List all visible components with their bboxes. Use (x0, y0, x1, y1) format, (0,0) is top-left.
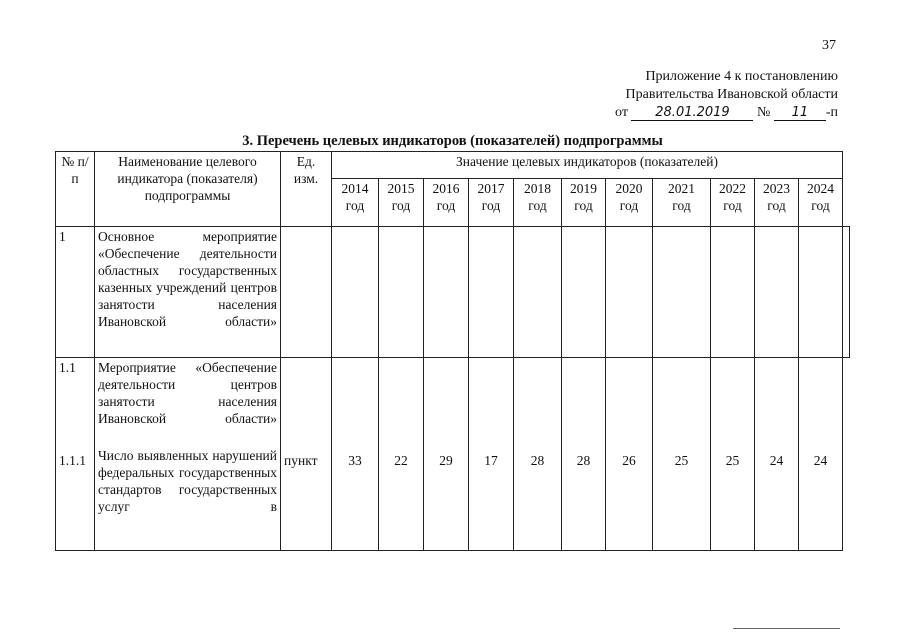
year-header: 2017 год (469, 179, 514, 227)
year-header: 2014 год (332, 179, 379, 227)
year-header: 2020 год (606, 179, 653, 227)
value-cell: 33 (332, 358, 379, 551)
year-header: 2021 год (653, 179, 711, 227)
value-cell: 22 (379, 358, 424, 551)
indicators-table (55, 151, 850, 551)
value-cell: 25 (653, 358, 711, 551)
header-line-3 (615, 104, 838, 122)
header-from-label: от (615, 105, 628, 120)
year-header: 2022 год (711, 179, 755, 227)
year-header: 2024 год (799, 179, 843, 227)
table-row (56, 227, 850, 358)
indicator-number: 1.1.1 (59, 453, 86, 468)
footer-rule (733, 628, 840, 629)
header-values: Значение целевых индикаторов (показателей) (332, 152, 843, 179)
document-number: 11 (774, 106, 826, 121)
value-cell: 29 (424, 358, 469, 551)
section-title: 3. Перечень целевых индикаторов (показателей) подпрограммы (242, 133, 663, 149)
indicator-name: Число выявленных нарушений федеральных государственных стандартов государственных услуг в (98, 448, 277, 514)
header-line-1: Приложение 4 к постановлению (645, 69, 838, 84)
value-cell: 26 (606, 358, 653, 551)
number-sign: № (756, 105, 771, 120)
header-line-2: Правительства Ивановской области (625, 87, 838, 102)
header-num: № п/п (56, 152, 95, 227)
row-name (95, 358, 281, 551)
header-name: Наименование целевого индикатора (показателя) подпрограммы (95, 152, 281, 227)
row-number (56, 358, 95, 551)
unit-cell: пункт (281, 358, 332, 551)
table-row (56, 358, 850, 551)
value-cell: 28 (514, 358, 562, 551)
year-header: 2023 год (755, 179, 799, 227)
subrow-number: 1.1 (59, 360, 76, 375)
value-cell: 28 (562, 358, 606, 551)
value-cell: 24 (755, 358, 799, 551)
year-header: 2015 год (379, 179, 424, 227)
row-name: Основное мероприятие «Обеспечение деятельности областных государственных казенных учреждений центров занятости населения Ивановской области» (95, 227, 281, 358)
year-header: 2016 год (424, 179, 469, 227)
value-cell: 17 (469, 358, 514, 551)
header-unit: Ед. изм. (281, 152, 332, 227)
page-number: 37 (822, 38, 836, 53)
value-cell: 25 (711, 358, 755, 551)
number-suffix: -п (825, 105, 838, 120)
subrow-name: Мероприятие «Обеспечение деятельности центров занятости населения Ивановской области» (98, 360, 277, 426)
value-cell: 24 (799, 358, 843, 551)
row-number: 1 (56, 227, 95, 358)
year-header: 2018 год (514, 179, 562, 227)
document-header (615, 68, 838, 122)
year-header: 2019 год (562, 179, 606, 227)
document-date: 28.01.2019 (631, 106, 753, 121)
header-row (56, 152, 850, 179)
